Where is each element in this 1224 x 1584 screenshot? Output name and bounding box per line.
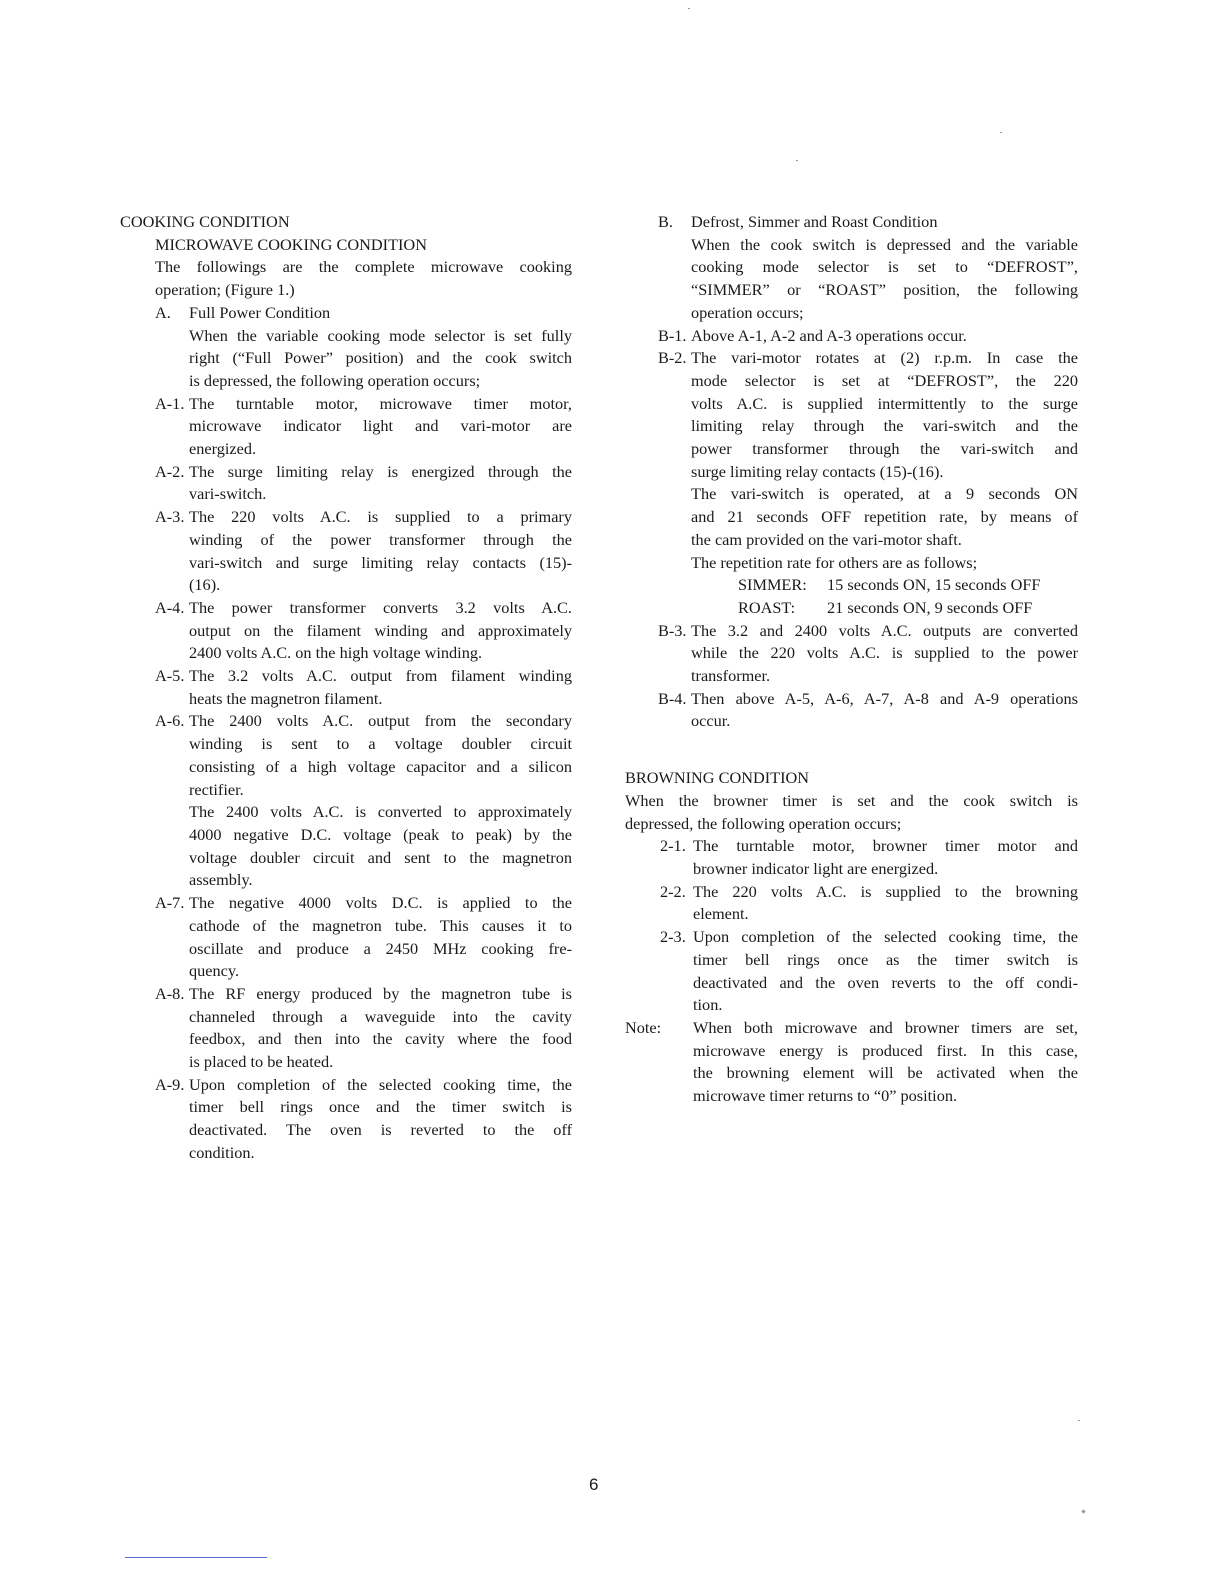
- text-line: cathode of the magnetron tube. This causes it to: [189, 915, 572, 935]
- item-label: Note:: [625, 1017, 662, 1037]
- item-label: 2-1.: [660, 836, 686, 856]
- item-block: [120, 1074, 572, 1165]
- text-line: winding is sent to a voltage doubler circuit: [189, 734, 572, 754]
- item-label: B-1.: [658, 325, 687, 345]
- scan-speck: [1081, 1509, 1085, 1513]
- text-line: The repetition rate for others are as follows;: [691, 552, 978, 572]
- text-line: rectifier.: [189, 779, 244, 799]
- text-line: vari-switch.: [189, 484, 267, 504]
- text-line: assembly.: [189, 870, 253, 890]
- text-line: The 2400 volts A.C. is converted to approximately: [189, 802, 572, 822]
- item-label: B-4.: [658, 688, 687, 708]
- text-line: the cam provided on the vari-motor shaft.: [691, 529, 962, 549]
- text-line: volts A.C. is supplied intermittently to the surge: [691, 393, 1078, 413]
- item-label: A-1.: [155, 393, 185, 413]
- item-block: [625, 211, 1078, 234]
- text-line: The RF energy produced by the magnetron tube is: [189, 983, 572, 1003]
- item-block: [120, 892, 572, 983]
- text-line: Full Power Condition: [189, 302, 331, 322]
- item-block: [120, 710, 572, 801]
- text-line: The surge limiting relay is energized through the: [189, 461, 572, 481]
- cont-block: [120, 801, 572, 892]
- text-line: channeled through a waveguide into the cavity: [189, 1006, 572, 1026]
- item-block: [120, 597, 572, 665]
- item-block: [120, 461, 572, 506]
- sub-block: [625, 835, 1078, 880]
- rate-block: [625, 597, 1078, 620]
- text-line: Above A-1, A-2 and A-3 operations occur.: [691, 325, 967, 345]
- text-line: transformer.: [691, 666, 771, 686]
- text-line: 15 seconds ON, 15 seconds OFF: [827, 575, 1041, 595]
- text-line: limiting relay through the vari-switch and the: [691, 416, 1078, 436]
- item-block: [120, 665, 572, 710]
- text-line: heats the magnetron filament.: [189, 688, 383, 708]
- text-line: vari-switch and surge limiting relay contacts (15)-: [189, 552, 572, 572]
- item-block: [120, 983, 572, 1074]
- text-line: timer bell rings once as the timer switch is: [693, 949, 1078, 969]
- subheading-block: [120, 234, 572, 257]
- text-line: operation occurs;: [691, 302, 804, 322]
- right-column: [625, 211, 1078, 1108]
- text-line: and 21 seconds OFF repetition rate, by means of: [691, 507, 1078, 527]
- text-line: Then above A-5, A-6, A-7, A-8 and A-9 operations: [691, 688, 1078, 708]
- note-block: [625, 1017, 1078, 1108]
- text-line: surge limiting relay contacts (15)-(16).: [691, 461, 944, 481]
- text-line: browner indicator light are energized.: [693, 858, 939, 878]
- text-line: “SIMMER” or “ROAST” position, the following: [691, 280, 1078, 300]
- heading-block: [625, 767, 1078, 790]
- text-line: COOKING CONDITION: [120, 212, 290, 231]
- text-line: oscillate and produce a 2450 MHz cooking fre-: [189, 938, 572, 958]
- text-line: The 2400 volts A.C. output from the secondary: [189, 711, 572, 731]
- text-line: mode selector is set at “DEFROST”, the 220: [691, 370, 1078, 390]
- item-label: B.: [658, 212, 673, 231]
- text-line: deactivated. The oven is reverted to the off: [189, 1120, 572, 1140]
- heading-block: [120, 211, 572, 234]
- text-line: When the browner timer is set and the cook switch is: [625, 790, 1078, 810]
- text-line: The 220 volts A.C. is supplied to a primary: [189, 507, 572, 527]
- item-label: 2-2.: [660, 881, 686, 901]
- text-line: the browning element will be activated when the: [693, 1063, 1078, 1083]
- item-block: [625, 620, 1078, 688]
- text-line: microwave energy is produced first. In this case,: [693, 1040, 1078, 1060]
- text-line: 4000 negative D.C. voltage (peak to peak) by the: [189, 824, 572, 844]
- item-block: [120, 393, 572, 461]
- text-line: microwave indicator light and vari-motor are: [189, 416, 572, 436]
- text-line: feedbox, and then into the cavity where the food: [189, 1029, 572, 1049]
- text-line: microwave timer returns to “0” position.: [693, 1086, 958, 1106]
- page-number: 6: [589, 1475, 599, 1494]
- text-line: The followings are the complete microwave cooking: [155, 257, 572, 277]
- text-line: energized.: [189, 439, 257, 459]
- item-label: SIMMER:: [738, 575, 807, 595]
- item-block: [625, 325, 1078, 348]
- text-line: The vari-switch is operated, at a 9 seconds ON: [691, 484, 1078, 504]
- text-line: winding of the power transformer through the: [189, 529, 572, 549]
- item-block: [120, 302, 572, 325]
- item-label: B-2.: [658, 348, 687, 368]
- scan-speck: [688, 8, 690, 9]
- scan-speck: [1078, 1420, 1080, 1421]
- text-line: The 3.2 and 2400 volts A.C. outputs are converted: [691, 620, 1078, 640]
- text-line: 21 seconds ON, 9 seconds OFF: [827, 597, 1033, 617]
- para-block: [120, 256, 572, 301]
- text-line: cooking mode selector is set to “DEFROST”,: [691, 257, 1078, 277]
- cont-block: [120, 325, 572, 393]
- text-line: Defrost, Simmer and Roast Condition: [691, 212, 938, 231]
- text-line: The 3.2 volts A.C. output from filament winding: [189, 666, 572, 686]
- text-line: tion.: [693, 995, 723, 1015]
- text-line: Upon completion of the selected cooking time, the: [189, 1074, 572, 1094]
- footer-rule: [125, 1557, 267, 1558]
- text-line: condition.: [189, 1142, 255, 1162]
- item-label: A-3.: [155, 507, 185, 527]
- text-line: output on the filament winding and approximately: [189, 620, 572, 640]
- text-line: power transformer through the vari-switch and: [691, 439, 1078, 459]
- sub-block: [625, 926, 1078, 1017]
- text-line: is placed to be heated.: [189, 1052, 334, 1072]
- text-line: consisting of a high voltage capacitor and a silicon: [189, 756, 572, 776]
- text-line: depressed, the following operation occurs;: [625, 813, 902, 833]
- para-block: [625, 790, 1078, 835]
- item-label: A.: [155, 302, 171, 322]
- text-line: while the 220 volts A.C. is supplied to the power: [691, 643, 1078, 663]
- cont-block: [625, 552, 1078, 575]
- text-line: is depressed, the following operation occurs;: [189, 370, 481, 390]
- item-block: [625, 347, 1078, 483]
- rate-block: [625, 574, 1078, 597]
- cont-block: [625, 483, 1078, 551]
- text-line: The 220 volts A.C. is supplied to the browning: [693, 881, 1078, 901]
- left-column: [120, 211, 572, 1165]
- text-line: BROWNING CONDITION: [625, 768, 810, 788]
- text-line: right (“Full Power” position) and the cook switch: [189, 348, 572, 368]
- text-line: quency.: [189, 961, 240, 981]
- text-line: When both microwave and browner timers are set,: [693, 1017, 1078, 1037]
- sub-block: [625, 881, 1078, 926]
- scan-speck: [796, 160, 798, 161]
- text-line: timer bell rings once and the timer switch is: [189, 1097, 572, 1117]
- item-label: ROAST:: [738, 597, 796, 617]
- item-label: A-8.: [155, 983, 185, 1003]
- text-line: The turntable motor, microwave timer motor,: [189, 393, 572, 413]
- text-line: The negative 4000 volts D.C. is applied to the: [189, 893, 572, 913]
- cont-block: [625, 234, 1078, 325]
- item-label: A-6.: [155, 711, 185, 731]
- text-line: MICROWAVE COOKING CONDITION: [155, 234, 427, 254]
- item-label: B-3.: [658, 620, 687, 640]
- text-line: Upon completion of the selected cooking time, the: [693, 927, 1078, 947]
- text-line: The power transformer converts 3.2 volts A.C.: [189, 597, 572, 617]
- text-line: When the cook switch is depressed and the variable: [691, 234, 1078, 254]
- text-line: The vari-motor rotates at (2) r.p.m. In case the: [691, 348, 1078, 368]
- item-label: 2-3.: [660, 927, 686, 947]
- item-block: [625, 688, 1078, 733]
- text-line: deactivated and the oven reverts to the off condi-: [693, 972, 1078, 992]
- item-label: A-2.: [155, 461, 185, 481]
- scan-speck: [1000, 132, 1002, 133]
- text-line: operation; (Figure 1.): [155, 280, 295, 300]
- item-label: A-7.: [155, 893, 185, 913]
- text-line: voltage doubler circuit and sent to the magnetron: [189, 847, 572, 867]
- item-label: A-5.: [155, 666, 185, 686]
- text-line: occur.: [691, 711, 731, 731]
- item-block: [120, 506, 572, 597]
- text-line: (16).: [189, 575, 221, 595]
- text-line: The turntable motor, browner timer motor and: [693, 836, 1078, 856]
- text-line: element.: [693, 904, 749, 924]
- item-label: A-4.: [155, 597, 185, 617]
- text-line: When the variable cooking mode selector is set fully: [189, 325, 572, 345]
- item-label: A-9.: [155, 1074, 185, 1094]
- text-line: 2400 volts A.C. on the high voltage winding.: [189, 643, 483, 663]
